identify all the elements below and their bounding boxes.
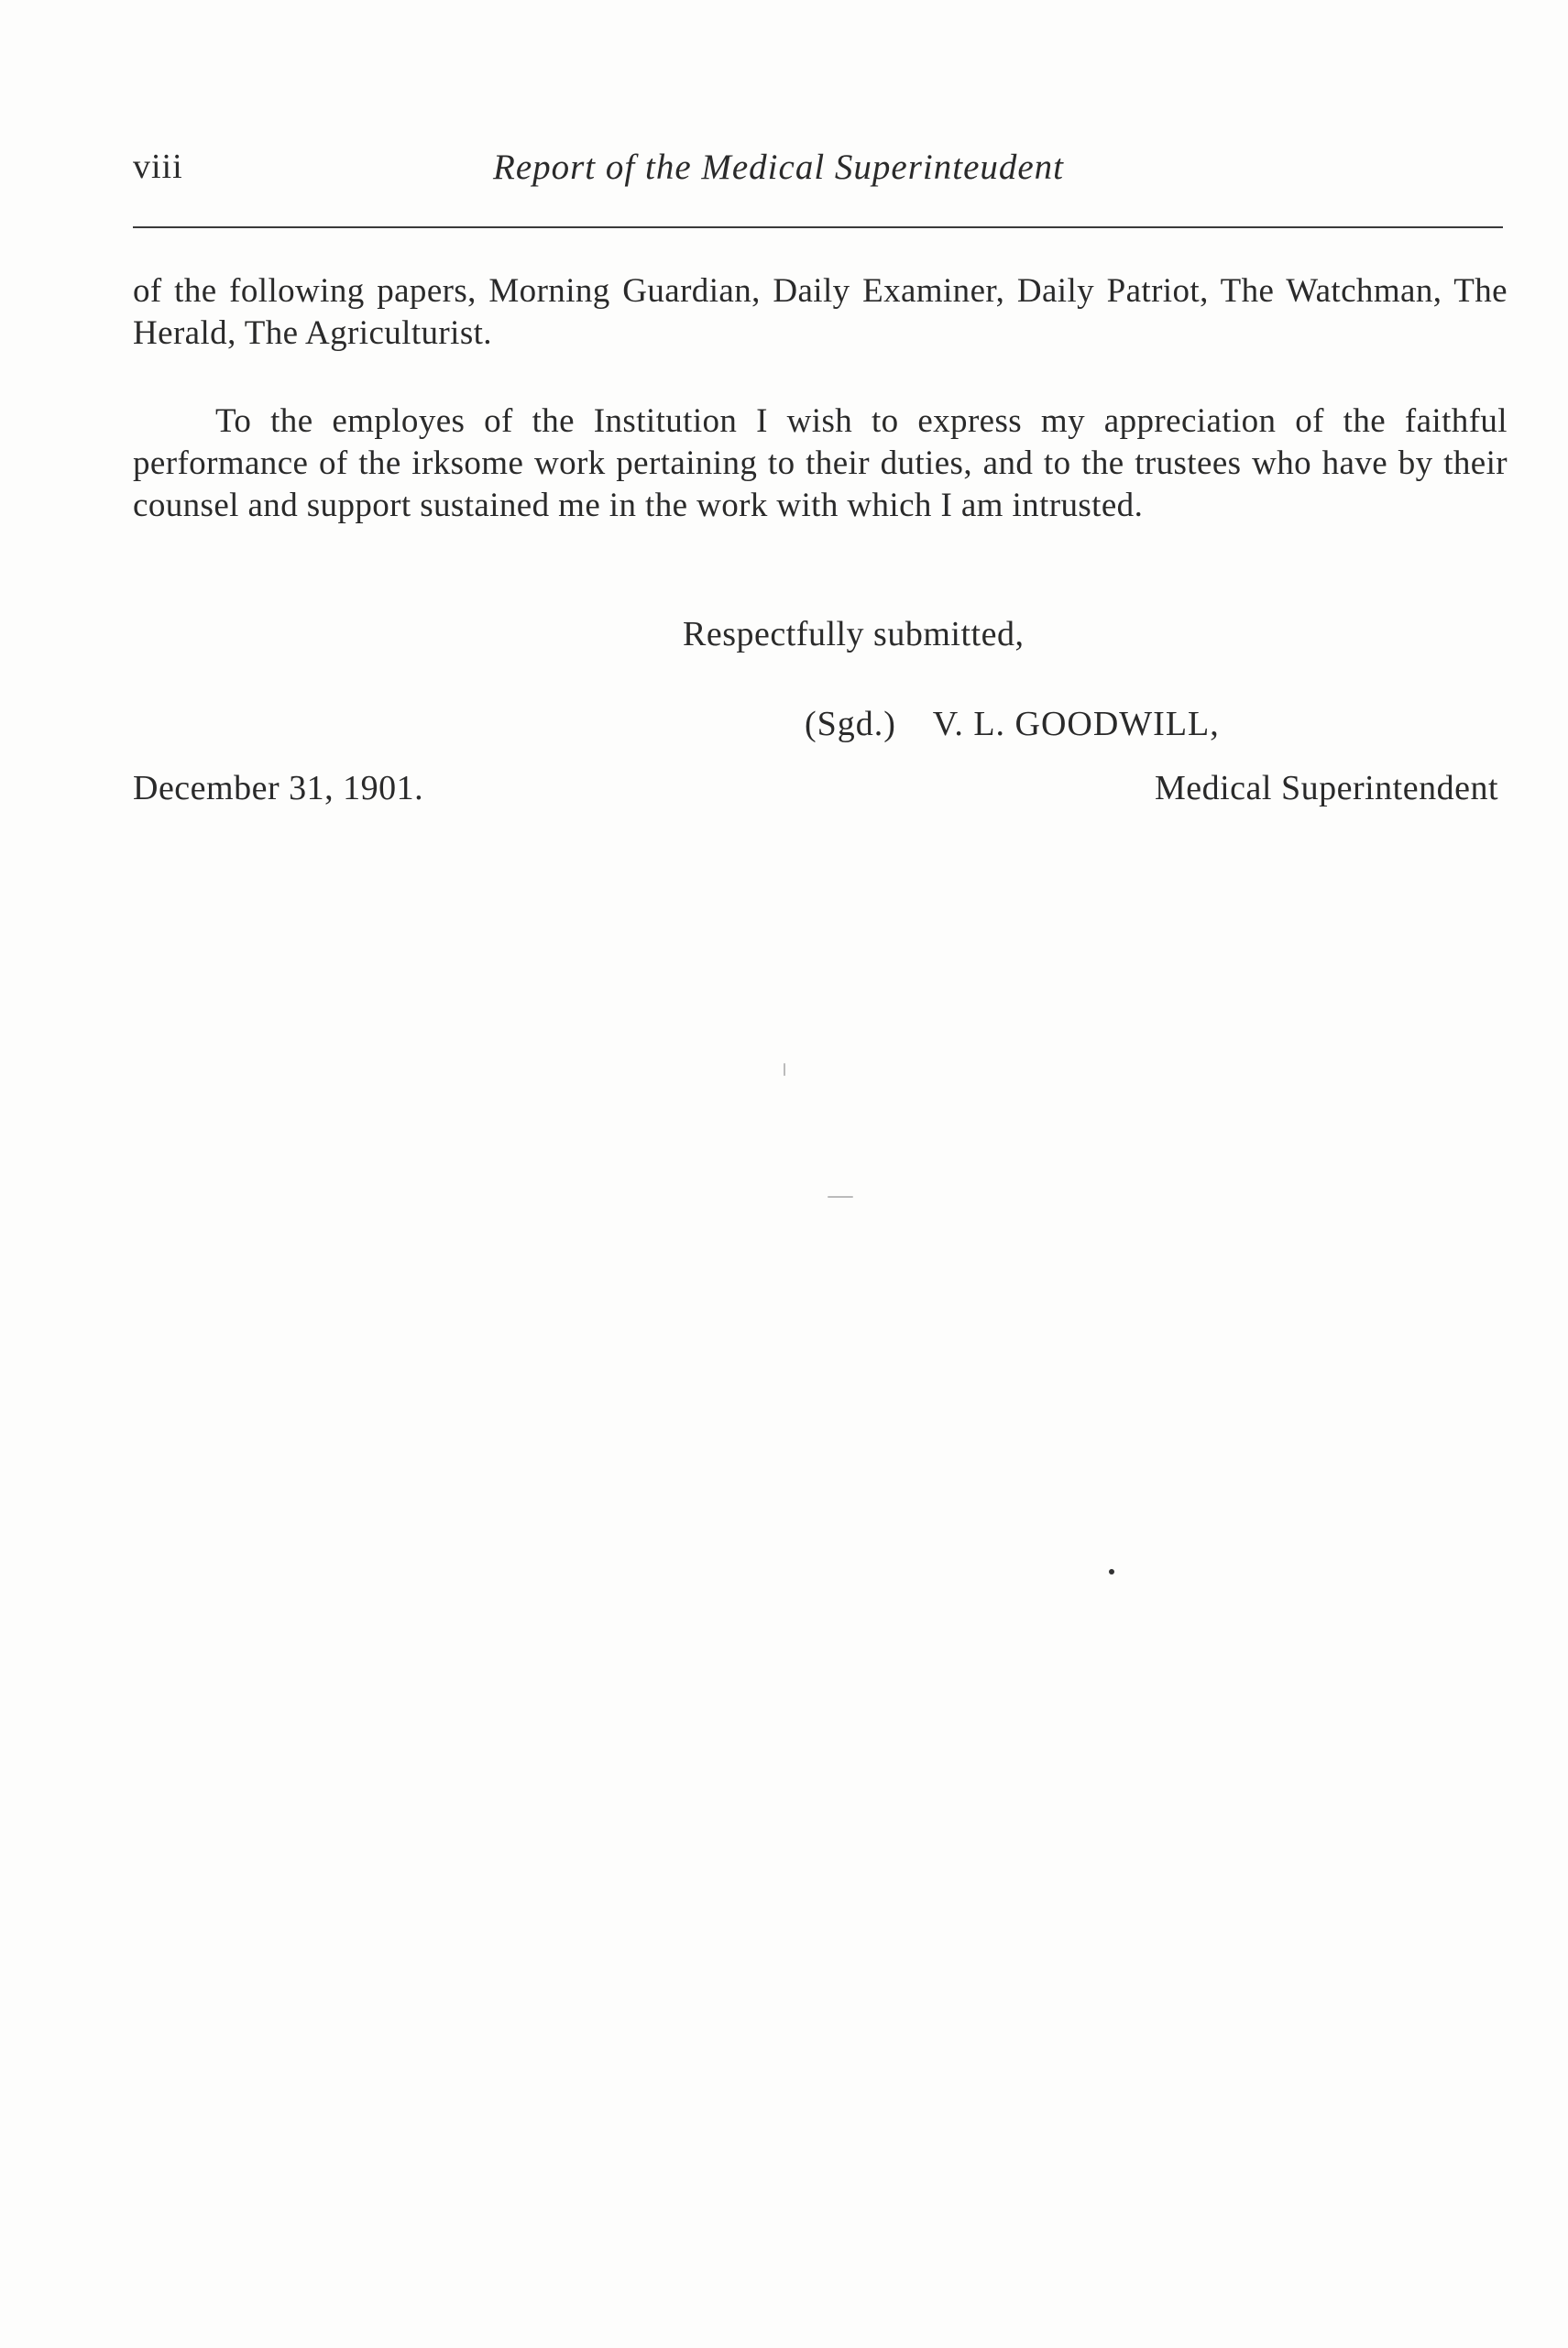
signed-prefix: (Sgd.) <box>805 705 896 743</box>
header-rule <box>133 226 1503 228</box>
running-title: Report of the Medical Superinteudent <box>493 148 1065 187</box>
signatory-name: V. L. GOODWILL, <box>932 705 1220 743</box>
print-speck <box>784 1063 785 1076</box>
signatory-title: Medical Superintendent <box>1154 769 1498 807</box>
signature-line <box>805 704 1220 744</box>
closing-salutation: Respectfully submitted, <box>683 615 1025 653</box>
paragraph-newspapers: of the following papers, Morning Guardian, Daily Examiner, Daily Patriot, The Watchman, The Herald, The Agriculturist. <box>133 272 1508 352</box>
print-speck <box>1109 1569 1114 1574</box>
print-speck <box>828 1196 853 1198</box>
page-number: viii <box>133 148 183 186</box>
report-date: December 31, 1901. <box>133 769 424 807</box>
paragraph-appreciation: To the employes of the Institution I wish to express my appreciation of the faithful performance of the irksome work pertaining to their duties, and to the trustees who have by their counsel and support sustained me in the work with which I am intrusted. <box>133 402 1508 524</box>
running-head <box>133 147 1503 202</box>
